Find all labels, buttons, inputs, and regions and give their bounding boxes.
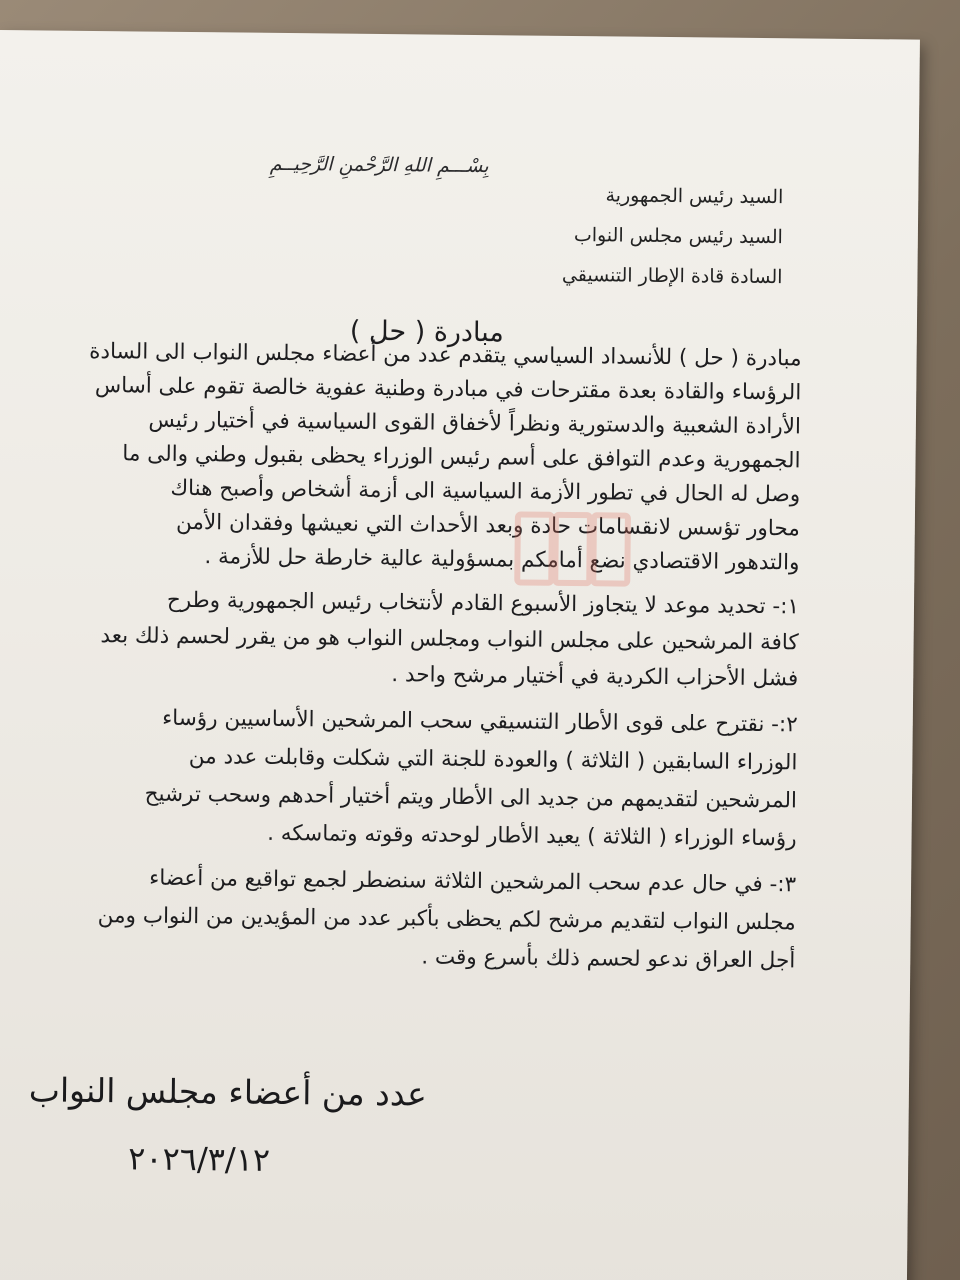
watermark-logo (514, 505, 625, 586)
point-three-line: مجلس النواب لتقديم مرشح لكم يحظى بأكبر عدد من المؤيدين من النواب ومن (97, 903, 796, 936)
point-one-line: ١:- تحديد موعد لا يتجاوز الأسبوع القادم لأنتخاب رئيس الجمهورية وطرح (166, 587, 800, 620)
recipient-framework-leaders: السادة قادة الإطار التنسيقي (561, 263, 783, 289)
point-one-line: فشل الأحزاب الكردية في أختيار مرشح واحد . (391, 662, 799, 692)
signature-line: عدد من أعضاء مجلس النواب (28, 1070, 428, 1114)
intro-line: الرؤساء والقادة بعدة مقترحات في مبادرة وطنية عفوية خالصة تقوم على أساس (94, 373, 802, 406)
letter-page (0, 30, 920, 1280)
point-one-line: كافة المرشحين على مجلس النواب ومجلس النواب هو من يقرر لحسم ذلك بعد (100, 623, 799, 656)
intro-line: مبادرة ( حل ) للأنسداد السياسي يتقدم عدد من أعضاء مجلس النواب الى السادة (89, 338, 802, 372)
intro-line: والتدهور الاقتصادي نضع أمامكم بمسؤولية عالية خارطة حل للأزمة . (204, 544, 800, 576)
basmala-heading: بِسْـــمِ اللهِ الرَّحْمنِ الرَّحِيــمِ (269, 152, 489, 178)
intro-line: الجمهورية وعدم التوافق على أسم رئيس الوزراء يحظى بقبول وطني والى ما (122, 441, 801, 474)
point-two-line: الوزراء السابقين ( الثلاثة ) والعودة للجنة التي شكلت وقابلت عدد من (188, 744, 798, 776)
point-three-line: أجل العراق ندعو لحسم ذلك بأسرع وقت . (421, 944, 796, 974)
intro-line: الأرادة الشعبية والدستورية ونظراً لأخفاق القوى السياسية في أختيار رئيس (148, 407, 802, 440)
point-two-line: رؤساء الوزراء ( الثلاثة ) يعيد الأطار لوحدته وقوته وتماسكه . (267, 820, 797, 852)
recipient-president: السيد رئيس الجمهورية (605, 184, 784, 209)
intro-line: محاور تؤسس لانقسامات حادة وبعد الأحداث التي نعيشها وفقدان الأمن (175, 509, 800, 542)
initiative-title: مبادرة ( حل ) (349, 315, 505, 349)
date-line: ٢٠٢٦/٣/١٢ (127, 1139, 271, 1179)
point-three-line: ٣:- في حال عدم سحب المرشحين الثلاثة سنضطر لجمع تواقيع من أعضاء (149, 865, 797, 898)
recipient-speaker: السيد رئيس مجلس النواب (573, 224, 783, 249)
point-two-line: ٢:- نقترح على قوى الأطار التنسيقي سحب المرشحين الأساسيين رؤساء (162, 705, 798, 738)
point-two-line: المرشحين لتقديمهم من جديد الى الأطار ويتم أختيار أحدهم وسحب ترشيح (144, 781, 798, 814)
intro-line: وصل له الحال في تطور الأزمة السياسية الى أزمة أشخاص وأصبح هناك (170, 475, 801, 508)
